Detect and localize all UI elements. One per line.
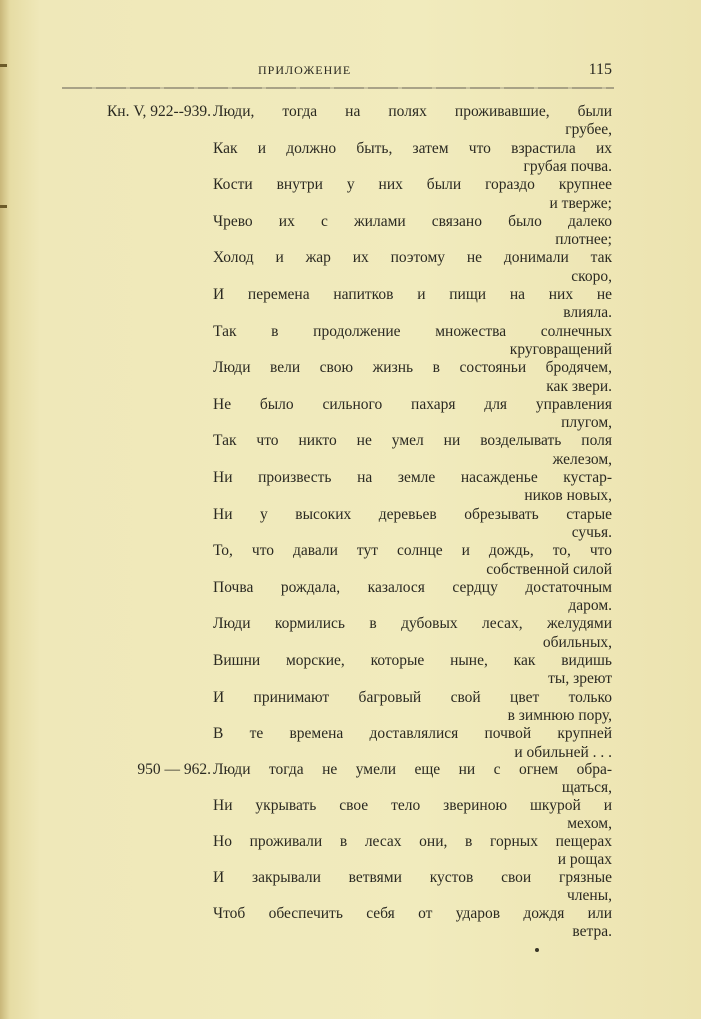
verse-line: И перемена напитков и пищи на них не [213,286,612,303]
verse-line-continuation: плугом, [561,414,612,432]
verse-line: Чтоб обеспечить себя от ударов дождя или [213,905,612,922]
running-title: ПРИЛОЖЕНИЕ [258,63,352,77]
verse-line-continuation: ников новых, [524,487,612,505]
verse-line: Люди тогда не умели еще ни с огнем обра- [213,761,612,778]
verse-line: Ни произвесть на земле насажденье кустар- [213,469,612,486]
verse-line-continuation: грубее, [565,121,612,139]
verse-line-continuation: ты, зреют [548,670,612,688]
verse-line: Вишни морские, которые ныне, как видишь [213,652,612,669]
verse-line: Люди кормились в дубовых лесах, желудями [213,615,612,633]
page-number: 115 [588,61,612,78]
verse-line-continuation: как звери. [546,377,612,395]
verse-line: В те времена доставлялися почвой крупней [213,725,612,743]
verse-line: Так в продолжение множества солнечных [213,322,612,340]
verse-line: Так что никто не умел ни возделывать поля [213,432,612,450]
verse-line: И принимают багровый свой цвет только [213,688,612,706]
verse-line-continuation: и обильней . . . [514,743,612,761]
verse-line-continuation: в зимнюю пору, [507,706,612,724]
verse-line-continuation: сучья. [571,523,612,541]
verse-line-continuation: скоро, [571,267,612,285]
verse-line-continuation: даром. [568,597,612,615]
verse-line: Но проживали в лесах они, в горных пещерах [213,833,612,850]
verse-line: Люди вели свою жизнь в состояньи бродячем, [213,359,612,377]
verse-line: Холод и жар их поэтому не донимали так [213,249,612,267]
verse-line-continuation: и тверже; [549,194,612,212]
header-rule [62,87,614,89]
verse-line-continuation: круговращений [509,340,612,358]
running-head [0,63,612,81]
verse-line: Ни укрывать свое тело звериною шкурой и [213,797,612,814]
verse-line-continuation: мехом, [567,815,612,832]
verse-line: Не было сильного пахаря для управления [213,395,612,413]
page-edge-mark [0,205,7,208]
verse-line-continuation: щаться, [561,779,612,796]
verse-reference: Кн. V, 922--939. [106,103,211,120]
verse-line: То, что давали тут солнце и дождь, то, что [213,542,612,560]
verse-line: Кости внутри у них были гораздо крупнее [213,176,612,194]
verse-line-continuation: влияла. [563,304,612,322]
verse-line-continuation: и рощах [557,851,612,868]
verse-line-continuation: железом, [552,450,612,468]
ink-dot [535,948,539,952]
verse-line-continuation: плотнее; [555,231,612,249]
verse-line: Почва рождала, казалося сердцу достаточным [213,578,612,596]
verse-line: Как и должно быть, затем что взрастила их [213,139,612,157]
verse-reference: 950 — 962. [137,761,211,778]
verse-line: И закрывали ветвями кустов свои грязные [213,869,612,886]
verse-line-continuation: члены, [567,887,612,904]
verse-line: Ни у высоких деревьев обрезывать старые [213,505,612,523]
verse-line-continuation: грубая почва. [523,157,612,175]
verse-line: Чрево их с жилами связано было далеко [213,212,612,230]
verse-line-continuation: собственной силой [486,560,612,578]
verse-line-continuation: ветра. [572,923,612,940]
verse-line-continuation: обильных, [542,633,612,651]
verse-line: Люди, тогда на полях проживавшие, были [213,103,612,120]
